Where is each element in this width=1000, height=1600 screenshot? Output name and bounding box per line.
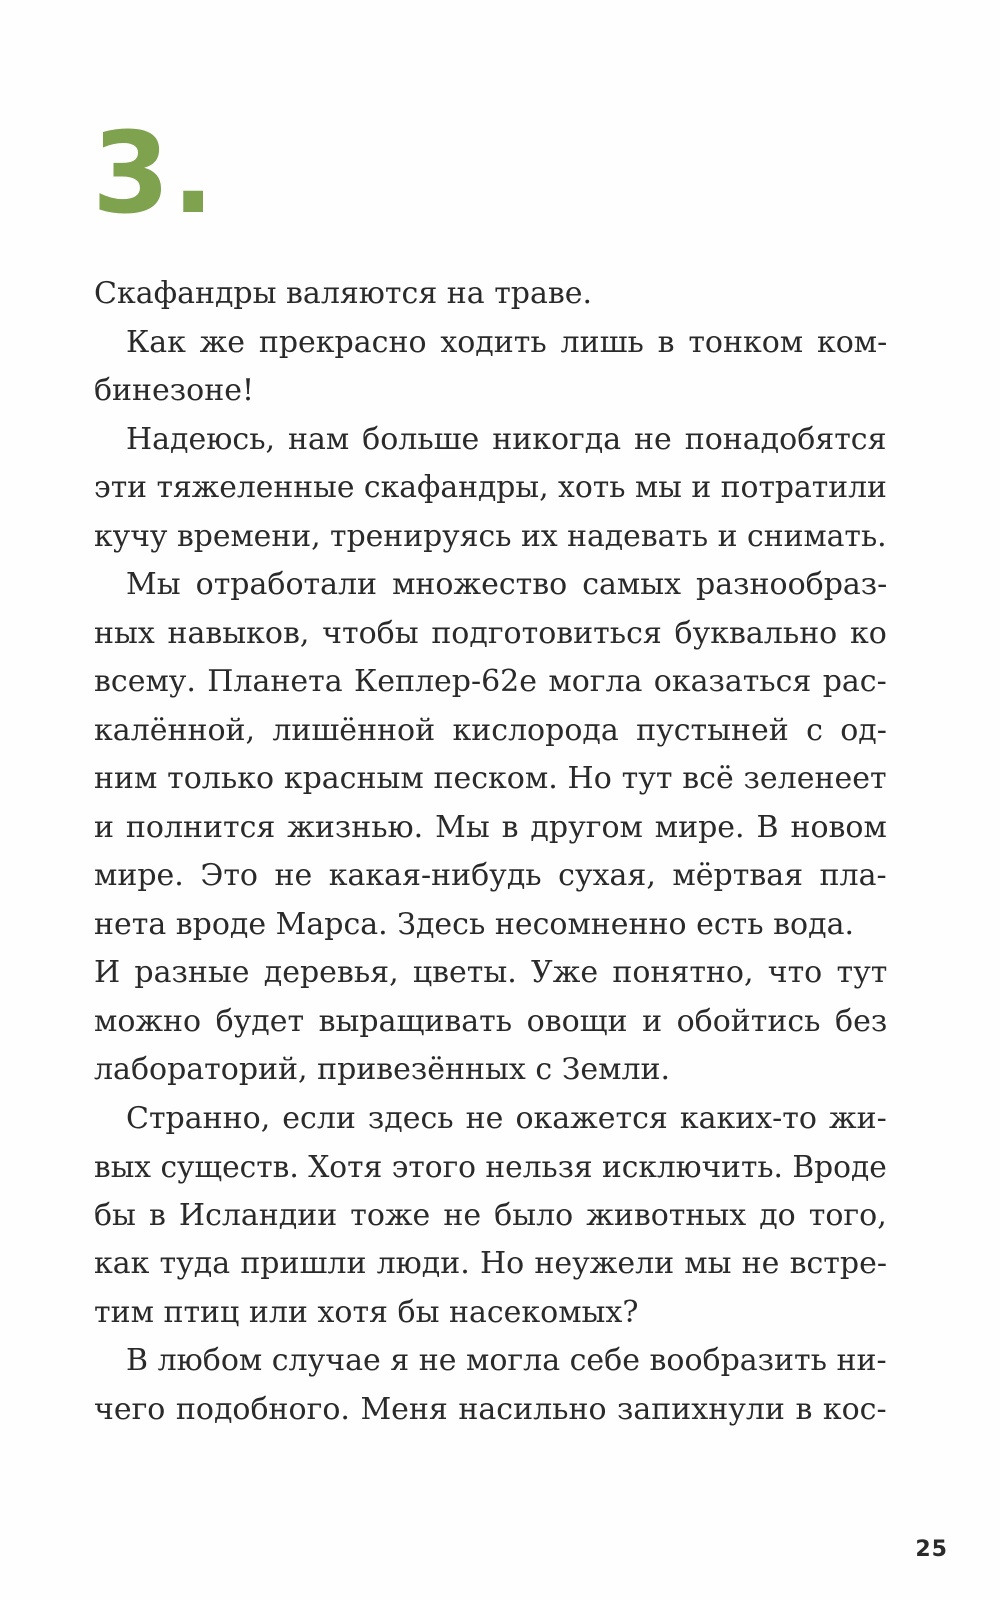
text-line: Скафандры валяются на траве.: [94, 276, 593, 311]
text-line: чего подобного. Меня насильно запихнули в кос-: [94, 1391, 887, 1427]
text-line: Странно, если здесь не окажется каких-то жи-: [126, 1100, 887, 1136]
text-line: бинезоне!: [94, 373, 255, 408]
text-line: бы в Исландии тоже не было животных до того,: [94, 1197, 887, 1233]
text-line: кучу времени, тренируясь их надевать и снимать.: [94, 518, 887, 554]
text-line: И разные деревья, цветы. Уже понятно, что тут: [94, 955, 887, 990]
text-line: тим птиц или хотя бы насекомых?: [94, 1294, 639, 1330]
text-line: и полнится жизнью. Мы в другом мире. В новом: [94, 809, 887, 845]
text-line: Мы отработали множество самых разнообраз-: [126, 567, 887, 602]
text-line: ных навыков, чтобы подготовиться буквально ко: [94, 615, 887, 651]
text-line: калённой, лишённой кислорода пустыней с од-: [94, 712, 887, 748]
text-line: эти тяжеленные скафандры, хоть мы и потратили: [94, 470, 887, 505]
text-line: нета вроде Марса. Здесь несомненно есть вода.: [94, 906, 854, 942]
text-line: всему. Планета Кеплер-62е могла оказаться рас-: [94, 664, 887, 699]
body-text: [94, 270, 887, 1434]
text-line: мире. Это не какая-нибудь сухая, мёртвая пла-: [94, 858, 887, 893]
text-line: как туда пришли люди. Но неужели мы не встре-: [94, 1246, 887, 1281]
text-line: лабораторий, привезённых с Земли.: [94, 1052, 671, 1087]
text-line: ним только красным песком. Но тут всё зеленеет: [94, 761, 887, 796]
text-line: можно будет выращивать овощи и обойтись без: [94, 1003, 887, 1039]
text-line: Надеюсь, нам больше никогда не понадобятся: [126, 421, 887, 457]
page-number: 25: [915, 1537, 948, 1562]
text-line: В любом случае я не могла себе вообразить ни-: [126, 1343, 887, 1378]
text-line: вых существ. Хотя этого нельзя исключить. Вроде: [94, 1149, 887, 1184]
chapter-number: 3.: [92, 109, 217, 239]
text-line: Как же прекрасно ходить лишь в тонком ком-: [126, 324, 887, 360]
